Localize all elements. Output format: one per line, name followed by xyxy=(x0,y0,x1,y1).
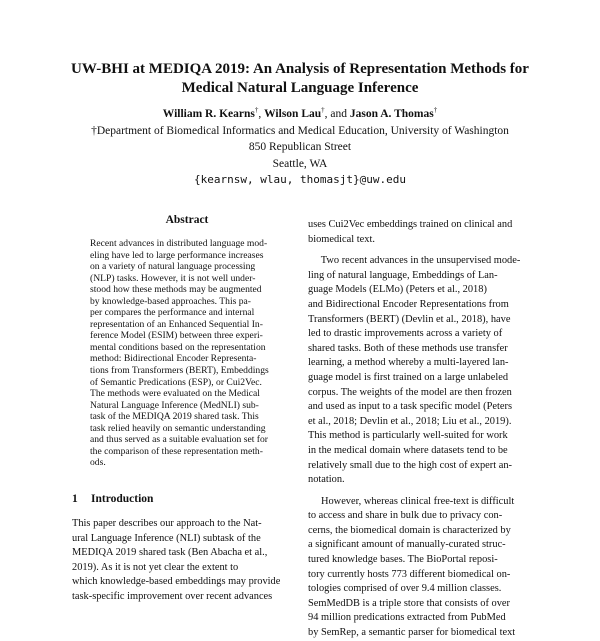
title-line-2: Medical Natural Language Inference xyxy=(181,80,419,96)
affiliation-department: †Department of Biomedical Informatics and Medical Education, University of Washington xyxy=(91,125,509,137)
affiliation-city: Seattle, WA xyxy=(272,157,328,170)
right-column-body xyxy=(308,218,534,641)
body-line: learning, a method whereby a multi-layered lan- xyxy=(308,357,509,369)
abstract-line: on a variety of natural language processing xyxy=(90,261,256,273)
section-number: 1 xyxy=(72,493,78,505)
body-line: However, whereas clinical free-text is difficult xyxy=(308,495,515,507)
body-line: to access and share in bulk due to privacy con- xyxy=(308,510,503,522)
abstract-line: ods. xyxy=(90,457,106,469)
body-line: MEDIQA 2019 shared task (Ben Abacha et al., xyxy=(72,547,268,559)
author-name: Jason A. Thomas xyxy=(349,108,434,120)
abstract-line: by knowledge-based approaches. This pa- xyxy=(90,295,251,307)
body-line: a significant amount of manually-curated struc- xyxy=(308,539,506,551)
body-line: in the medical domain where datasets tend to be xyxy=(308,444,508,456)
body-line: and Bidirectional Encoder Representations from xyxy=(308,298,509,310)
body-line: notation. xyxy=(308,474,345,486)
body-line: ural Language Inference (NLI) subtask of the xyxy=(72,532,261,544)
abstract-line: mental conditions based on the representation xyxy=(90,341,266,353)
paragraph-gap xyxy=(308,488,534,495)
abstract-line: of Semantic Predications (ESP), or Cui2Vec. xyxy=(90,376,262,388)
abstract-heading: Abstract xyxy=(165,214,209,226)
body-line: led to drastic improvements across a variety of xyxy=(308,328,503,340)
body-line: Two recent advances in the unsupervised mode- xyxy=(308,255,521,267)
author-separator: , and xyxy=(324,108,350,120)
author-name: Wilson Lau xyxy=(264,108,322,120)
body-line: and used as input to a task specific model (Peters xyxy=(308,401,513,413)
body-line: biomedical text. xyxy=(308,233,375,245)
body-line: corpus. The weights of the model are then frozen xyxy=(308,386,512,398)
abstract-line: stood how these methods may be augmented xyxy=(90,284,262,296)
author-affiliation-mark: † xyxy=(433,106,438,115)
abstract-line: task of the MEDIQA 2019 shared task. This xyxy=(90,411,259,423)
title-line-1: UW-BHI at MEDIQA 2019: An Analysis of Representation Methods for xyxy=(71,61,529,77)
body-line: shared tasks. Both of these methods use transfer xyxy=(308,342,508,354)
body-line: et al., 2018; Devlin et al., 2018; Liu et al., 2019). xyxy=(308,415,512,427)
paragraph xyxy=(308,495,534,641)
body-line: tologies comprised of over 9.4 million classes. xyxy=(308,583,502,595)
abstract-body xyxy=(90,238,286,469)
introduction-body xyxy=(72,517,304,605)
abstract-line: tions from Transformers (BERT), Embeddings xyxy=(90,365,269,377)
body-line: 2019). As it is not yet clear the extent to xyxy=(72,561,239,573)
affiliation-street: 850 Republican Street xyxy=(248,141,352,154)
author-name: William R. Kearns xyxy=(162,108,255,120)
body-line: Transformers (BERT) (Devlin et al., 2018), have xyxy=(308,313,511,325)
section-heading-introduction xyxy=(72,493,153,505)
body-line: SemMedDB is a triple store that consists of over xyxy=(308,597,511,609)
abstract-line: method: Bidirectional Encoder Representa- xyxy=(90,353,257,365)
abstract-line: The methods were evaluated on the Medical xyxy=(90,388,260,400)
abstract-line: representation of an Enhanced Sequential In- xyxy=(90,318,263,330)
body-line: 94 million predications extracted from PubMed xyxy=(308,612,506,624)
body-line: cerns, the biomedical domain is characterized by xyxy=(308,524,511,536)
body-line: This paper describes our approach to the Nat- xyxy=(72,518,262,529)
body-line: uses Cui2Vec embeddings trained on clinical and xyxy=(308,219,513,230)
body-line: ling of natural language, Embeddings of Lan- xyxy=(308,269,498,281)
abstract-line: (NLP) tasks. However, it is not well under- xyxy=(90,272,256,284)
author-separator: , xyxy=(258,108,265,120)
section-title: Introduction xyxy=(91,493,154,505)
paragraph xyxy=(308,218,534,247)
paragraph-gap xyxy=(308,247,534,254)
paragraph xyxy=(308,254,534,488)
abstract-line: Recent advances in distributed language mod- xyxy=(90,238,268,249)
body-line: by SemRep, a semantic parser for biomedical text xyxy=(308,627,516,639)
abstract-line: task relied heavily on semantic understanding xyxy=(90,422,266,434)
abstract-line: per compares the performance and internal xyxy=(90,307,255,319)
abstract-line: eling have led to large performance increases xyxy=(90,249,264,261)
body-line: tured knowledge bases. The BioPortal reposi- xyxy=(308,554,498,566)
body-line: relatively small due to the high cost of expert an- xyxy=(308,459,512,471)
author-list xyxy=(40,106,560,122)
body-line: guage model is first trained on a large unlabeled xyxy=(308,371,509,383)
author-affiliation-mark: † xyxy=(321,106,325,115)
body-line: guage Models (ELMo) (Peters et al., 2018) xyxy=(308,284,487,296)
affiliation-block xyxy=(40,123,560,188)
author-emails: {kearnsw, wlau, thomasjt}@uw.edu xyxy=(194,172,406,186)
abstract-line: the comparison of these representation meth- xyxy=(90,445,263,457)
body-line: task-specific improvement over recent advances xyxy=(72,590,273,602)
abstract-line: ference Model (ESIM) between three experi- xyxy=(90,330,263,342)
author-affiliation-mark: † xyxy=(254,106,259,115)
paper-title xyxy=(40,60,560,98)
abstract-line: Natural Language Inference (MedNLI) sub- xyxy=(90,399,259,411)
body-line: tory currently hosts 773 different biomedical on- xyxy=(308,568,511,580)
abstract-line: and thus served as a suitable evaluation set for xyxy=(90,434,268,446)
body-line: This method is particularly well-suited for work xyxy=(308,430,508,442)
body-line: which knowledge-based embeddings may provide xyxy=(72,576,281,588)
